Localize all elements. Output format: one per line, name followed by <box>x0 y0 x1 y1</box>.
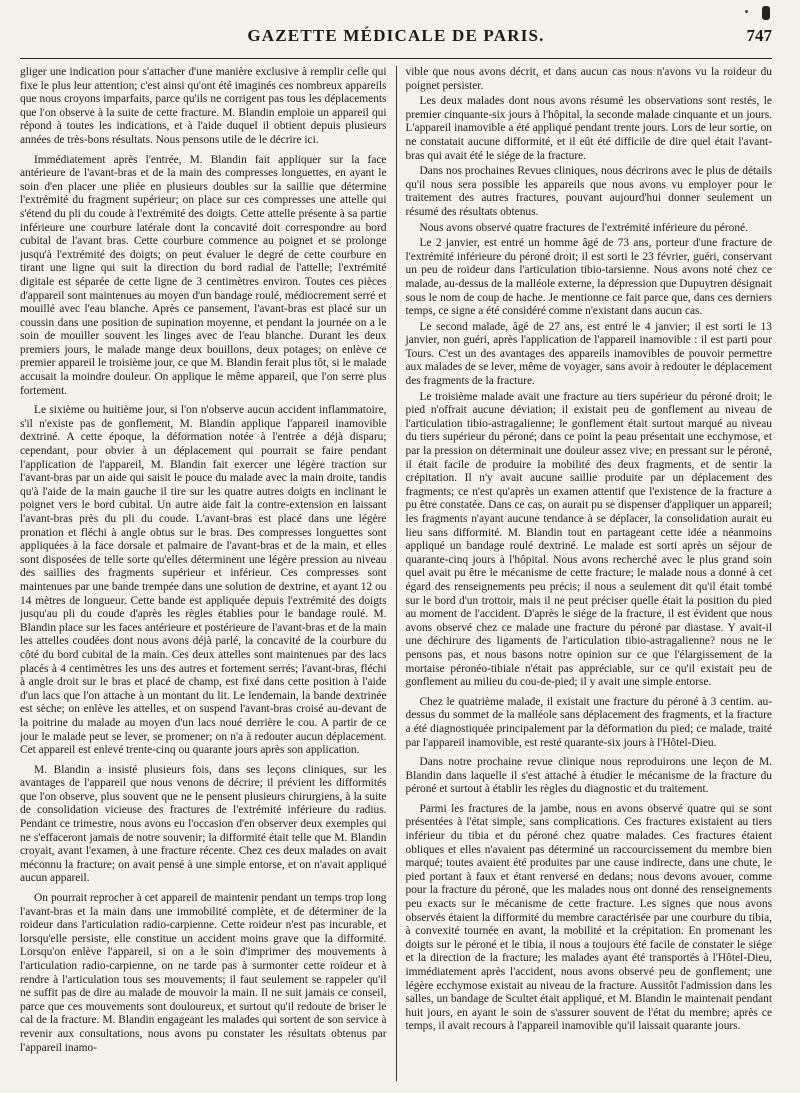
paragraph: Immédiatement après l'entrée, M. Blandin fait appliquer sur la face antérieure de l'avant-bras et de la main des compresses longuettes, en ayant le soin d'en placer une pliée en plusieurs doubles sur la saillie que détermine l'extrémité du fragment supérieur; on place sur ces compresses une attelle qui s'étend du pli du coude à l'extrémité des doigts. Cette attelle présente à sa partie inférieure une courbure latérale dont la concavité doit correspondre au bord cubital de l'avant bras. Cette courbure commence au poignet et se prolonge jusqu'à l'extrémité des doigts; on peut évaluer le degré de cette courbure en tirant une ligne qui suit la direction du bord radial de l'attelle; l'extrémité digitale est séparée de cette ligne de 3 centimètres environ. Toutes ces pièces d'appareil sont maintenues au moyen d'un bandage roulé, médiocrement serré et mouillé avec l'eau blanche. Après ce pansement, l'avant-bras est placé sur un coussin dans une position de supination moyenne, et pendant la journée on a le soin de mouiller souvent les linges avec de l'eau blanche. Durant les deux premiers jours, le malade mange deux bouillons, deux potages; on enlève ce premier appareil le troisième jour, ce que M. Blandin ferait plus tôt, si le malade accusait la moindre douleur. On applique le même appareil, que l'on serre plus fortement. <box>20 153 387 397</box>
paragraph: gliger une indication pour s'attacher d'une manière exclusive à remplir celle qui fixe le plus leur attention; c'est ainsi qu'ont été imaginés ces nombreux appareils que nous croyons imparfaits, parce qu'ils ne corrigent pas tous les déplacements que l'on observe à la suite de cette fracture. M. Blandin emploie un appareil qui répond à toutes les indications, et à l'aide duquel il obtient depuis plusieurs années de très-bons résultats. Nous pensons utile de le décrire ici. <box>20 66 387 146</box>
paragraph: vible que nous avons décrit, et dans aucun cas nous n'avons vu la roideur du poignet persister. <box>405 66 772 92</box>
left-column <box>20 66 397 1081</box>
paragraph: Le second malade, âgé de 27 ans, est entré le 4 janvier; il est sorti le 13 janvier, non guéri, après l'application de l'appareil inamovible : il est parti pour Tours. C'est un des avantages des appareils inamovibles de pouvoir permettre aux malades de se lever, même de voyager, sans avoir à redouter le déplacement des fragments de la fracture. <box>405 320 772 388</box>
paragraph: Parmi les fractures de la jambe, nous en avons observé quatre qui se sont présentées à l'état simple, sans complications. Ces fractures existaient au tiers inférieur du tibia et du péroné chez quatre malades. Ces fractures étaient obliques et elles n'avaient pas déterminé un raccourcissement du membre bien marqué; toutes avaient été produites par une cause indirecte, dans une chute, le pied portant à faux et étant renversé en dedans; nous devons avouer, comme pour la fracture du péroné, que les malades nous ont donné des renseignements peu exacts sur le mécanisme de cette fracture. Les signes que nous avons observés étaient la difformité du membre caractérisée par une courbure du tibia, à convexité tournée en avant, la mobilité et la crépitation. En promenant les doigts sur le péroné et le tibia, il nous a toujours été facile de constater le siége et la direction de la fracture; les malades ayant été transportés à l'Hôtel-Dieu, immédiatement après l'accident, nous avons observé peu de gonflement; une légère ecchymose existait au niveau de la fracture. Aussitôt l'admission dans les salles, un bandage de Scultet était appliqué, et M. Blandin le maintenait pendant huit jours, en ayant le soin de s'assurer souvent de l'état du membre; après ce temps, il avait recours à l'appareil inamovible qu'il laissait quarante jours. <box>405 802 772 1033</box>
page-number: 747 <box>746 26 772 45</box>
right-column <box>397 66 773 1081</box>
paragraph: Les deux malades dont nous avons résumé les observations sont restés, le premier cinquante-six jours à l'hôpital, la seconde malade cinquante et un jours. L'appareil inamovible a été appliqué pendant trente jours. Lors de leur sortie, on ne constatait aucune difformité, et il eût été difficile de dire quel était l'avant-bras qui avait été le siége de la fracture. <box>405 95 772 162</box>
text-columns <box>20 66 772 1081</box>
paragraph: Dans notre prochaine revue clinique nous reproduirons une leçon de M. Blandin dans laquelle il s'est attaché à étudier le mécanisme de la fracture du péroné et surtout à établir les règles du diagnostic et du traitement. <box>405 756 772 796</box>
paragraph: Le 2 janvier, est entré un homme âgé de 73 ans, porteur d'une fracture de l'extrémité inférieure du péroné droit; il est sorti le 23 février, guéri, conservant un peu de roideur dans l'articulation tibio-tarsienne. Nous avons noté chez ce malade, au-dessus de la malléole externe, la dépression que Dupuytren désignait sous le nom de coup de hache. Je mentionne ce fait parce que, dans ces derniers temps, ce signe a été considéré comme n'existant dans aucun cas. <box>405 237 772 318</box>
paragraph: On pourrait reprocher à cet appareil de maintenir pendant un temps trop long l'avant-bras et la main dans une immobilité complète, et de déterminer de la roideur dans l'articulation radio-carpienne. Cette roideur n'est pas incurable, et lorsqu'elle persiste, elle constitue un accident moins grave que la difformité. Lorsqu'on enlève l'appareil, si on a le soin d'imprimer des mouvements à l'articulation radio-carpienne, on ne tarde pas à surmonter cette roideur et à rendre à l'articulation tous ses mouvements; il faut seulement se rappeler qu'il ne suffit pas de dire au malade de mouvoir la main. Il ne suit jamais ce conseil, parce que ces mouvements sont douloureux, et surtout qu'il redoute de briser le cal de la fracture. M. Blandin engageant les malades qui sortent de son service à revenir aux consultations, nous avons pu constater les résultats obtenus par l'appareil inamo- <box>20 892 387 1054</box>
running-title: GAZETTE MÉDICALE DE PARIS. <box>247 26 545 45</box>
paragraph: Le sixième ou huitième jour, si l'on n'observe aucun accident inflammatoire, s'il n'existe pas de gonflement, M. Blandin applique l'appareil inamovible dextriné. A cette époque, la déformation notée à l'entrée a déjà disparu; cependant, pour obvier à un déplacement qui pourrait se faire pendant l'application de l'appareil, M. Blandin fait exercer une légère traction sur l'avant-bras par un aide qui saisit le pouce du malade avec la main droite, tandis qu'à l'aide de la main gauche il tire sur les quatre autres doigts en inclinant le poignet vers le bord cubital. Un autre aide fait la contre-extension en laissant l'avant-bras près du pli du coude. L'avant-bras est placé dans une légère pronation et fléchi à angle obtus sur le bras. Des compresses longuettes sont appliquées à la face dorsale et palmaire de l'avant-bras et de la main, et elles sont disposées de telle sorte qu'elles déterminent une légère pression au niveau des saillies des fragments supérieur et inférieur. Ces compresses sont maintenues par une bande trempée dans une solution de dextrine, et ayant 12 ou 14 mètres de longueur. Cette bande est appliquée depuis l'extrémité des doigts jusqu'au pli du coude d'après les règles établies pour le bandage roulé. M. Blandin place sur les faces antérieure et postérieure de l'avant-bras et de la main les attelles coudées dont nous avons déjà parlé, la concavité de la courbure du côté du bord cubital de la main. Ces deux attelles sont maintenues par des lacs placés à 4 centimètres les uns des autres et fortement serrés; l'avant-bras, fléchi à angle droit sur le bras et placé de champ, est fixé dans cette position à l'aide d'un lacs que l'on attache à un montant du lit. Le lendemain, la bande dextrinée est sèche; on enlève les attelles, et on suspend l'avant-bras croisé au-devant de la poitrine du malade au moyen d'un lacs noué derrière le cou. A partir de ce jour le malade peut se lever, se promener; on n'a à redouter aucun déplacement. Cet appareil est enlevé trente-cinq ou quarante jours après son application. <box>20 404 387 757</box>
ink-dot-mark <box>745 10 748 13</box>
page-header <box>20 26 772 48</box>
paragraph: Chez le quatrième malade, il existait une fracture du péroné à 3 centim. au-dessus du sommet de la malléole sans déplacement des fragments, et la fracture a été diagnostiquée principalement par la déformation du pied; ce malade, traité par l'appareil inamovible, est resté quarante-six jours à l'Hôtel-Dieu. <box>405 695 772 749</box>
paragraph: Le troisième malade avait une fracture au tiers supérieur du péroné droit; le pied n'offrait aucune déviation; il existait peu de gonflement au niveau de l'articulation tibio-astragalienne; le gonflement était surtout marqué au niveau du tiers supérieur du péroné; dans ce point la peau présentait une ecchymose, et par la pression on déterminait une douleur assez vive; en pressant sur le péroné, il était facile de produire la mobilité des deux fragments, et de sentir la crépitation. Il n'y avait aucune saillie produite par un déplacement des fragments; ce n'est qu'après un examen attentif que l'existence de la fracture a pu être constatée. Dans ce cas, on aurait pu se dispenser d'appliquer un appareil; les fragments n'ayant aucune tendance à se déplacer, la consolidation aurait eu lieu sans difformité. M. Blandin tout en partageant cette idée a néanmoins appliqué un bandage roulé dextriné. Le malade est sorti après un séjour de quarante-cinq jours à l'hôpital. Nous avons recherché avec le plus grand soin quel avait pu être le mécanisme de cette fracture; le malade nous a donné à cet égard des renseignements peu précis; il nous a seulement dit qu'il était tombé sur le bord d'un trottoir, mais il ne peut préciser quelle était la position du pied au moment de l'accident. D'après le siége de la fracture, il est évident que nous avons observé chez ce malade une fracture du péroné par diastase. Y avait-il une déchirure des ligaments de l'articulation tibio-astragalienne? nous ne le pensons pas, et nous basons notre opinion sur ce que l'élargissement de la mortaise péronéo-tibiale n'était pas appréciable, sur ce qu'il existait peu de gonflement au milieu du cou-de-pied; il y avait une simple entorse. <box>405 390 772 689</box>
paragraph: M. Blandin a insisté plusieurs fois, dans ses leçons cliniques, sur les avantages de l'appareil que nous venons de décrire; il prévient les difformités que l'on observe, plus souvent que ne le pensent plusieurs chirurgiens, à la suite de consolidation vicieuse des fractures de l'extrémité inférieure du radius. Pendant ce trimestre, nous avons eu l'occasion d'en observer deux exemples qui ne s'effaceront jamais de notre souvenir; la difformité était telle que M. Blandin croyait, avant l'examen, à une fracture récente. Chez ces deux malades on avait méconnu la fracture; on avait pensé à une simple entorse, et on n'avait appliqué aucun appareil. <box>20 763 387 885</box>
header-rule <box>20 58 772 59</box>
paragraph: Dans nos prochaines Revues cliniques, nous décrirons avec le plus de détails qu'il nous sera possible les appareils que nous avons vu employer pour le traitement des autres fractures, pouvant aujourd'hui donner seulement un résumé des résultats obtenus. <box>405 165 772 218</box>
paragraph: Nous avons observé quatre fractures de l'extrémité inférieure du péroné. <box>419 221 748 234</box>
ink-blot-mark <box>762 6 770 20</box>
